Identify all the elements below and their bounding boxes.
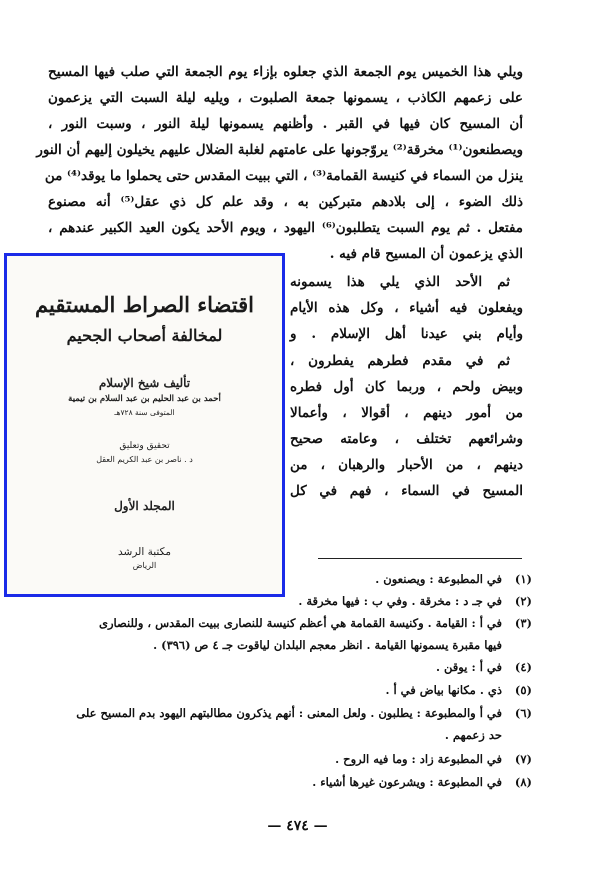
- body-line-11: وأيام بني عيدنا أهل الإسلام . و: [290, 326, 523, 342]
- body-line-3: أن المسيح كان فيها في القبر . وأظنهم يسمونها ليلة النور ، وسبت النور ،: [48, 116, 523, 132]
- body-line-6: ذلك الضوء ، إلى بلادهم متبركين به ، وقد علم كل ذي عقل⁽⁵⁾ أنه مصنوع: [48, 194, 523, 210]
- cover-editor-label: تحقيق وتعليق: [119, 441, 170, 451]
- body-line-8: الذي يزعمون أن المسيح قام فيه .: [329, 246, 523, 262]
- cover-volume: المجلد الأول: [114, 499, 175, 513]
- body-line-1: ويلي هذا الخميس يوم الجمعة الذي جعلوه بإزاء يوم الجمعة التي صلب فيها المسيح: [48, 64, 523, 80]
- body-line-10: ويفعلون فيه أشياء ، وكل هذه الأيام: [290, 300, 523, 316]
- footnote-6-continued: [445, 726, 502, 744]
- footnote-3-continued: [153, 636, 502, 654]
- footnote-number: (٨): [514, 775, 532, 789]
- footnote-separator: [318, 558, 522, 559]
- page-number: — ٤٧٤ —: [267, 818, 328, 834]
- body-line-2: على زعمهم الكاذب ، يسمونها جمعة الصلبوت ، ويليه ليلة السبت التي يزعمون: [48, 90, 523, 106]
- footnote-7: [335, 750, 532, 768]
- footnote-number: (٢): [514, 594, 532, 608]
- footnote-number: (١): [514, 572, 532, 586]
- footnote-2: [298, 592, 532, 610]
- footnote-number: (٦): [514, 706, 532, 720]
- footnote-text: في أ والمطبوعة : يطلبون . ولعل المعنى : أنهم يذكرون مطالبتهم اليهود بدم المسيح على: [76, 706, 502, 720]
- footnote-text: ذي . مكانها بياض في أ .: [385, 683, 502, 697]
- footnote-4: [436, 658, 532, 676]
- cover-subtitle: لمخالفة أصحاب الجحيم: [66, 326, 223, 345]
- footnote-number: (٥): [514, 683, 532, 697]
- footnote-number: (٧): [514, 752, 532, 766]
- body-line-9: ثم الأحد الذي يلي هذا يسمونه: [290, 274, 510, 290]
- footnote-text: في جـ د : مخرقة . وفي ب : فيها مخرقة .: [298, 594, 502, 608]
- body-line-12: ثم في مقدم فطرهم يفطرون ،: [290, 353, 510, 369]
- cover-author-label: تأليف شيخ الإسلام: [98, 376, 191, 390]
- footnote-number: (٤): [514, 660, 532, 674]
- body-line-5: ينزل من السماء في كنيسة القمامة⁽³⁾ ، التي ببيت المقدس حتى يحملوا ما يوقد⁽⁴⁾ من: [44, 168, 523, 184]
- cover-author-death: المتوفى سنة ٧٢٨هـ: [114, 408, 175, 417]
- footnote-text: فيها مقبرة يسمونها القيامة . انظر معجم البلدان لياقوت جـ ٤ ص (٣٩٦) .: [153, 638, 502, 652]
- body-line-13: وبيض ولحم ، وربما كان أول فطره: [290, 379, 523, 395]
- cover-publisher: مكتبة الرشد: [118, 546, 171, 558]
- footnote-number: (٣): [514, 616, 532, 630]
- footnote-text: في أ : يوقن .: [436, 660, 502, 674]
- footnote-text: في المطبوعة : ويصنعون .: [375, 572, 502, 586]
- body-line-14: من أمور دينهم ، أقوالا ، وأعمالا: [290, 405, 523, 421]
- footnote-8: [312, 773, 532, 791]
- body-line-4: ويصطنعون⁽¹⁾ مخرقة⁽²⁾ يروّجونها على عامتهم لغلبة الضلال عليهم يخيلون إليهم أن النور: [36, 142, 523, 158]
- footnote-text: في المطبوعة : ويشرعون غيرها أشياء .: [312, 775, 502, 789]
- cover-author-name: أحمد بن عبد الحليم بن عبد السلام بن تيمية: [68, 394, 221, 404]
- body-line-15: وشرائعهم تختلف ، وعامته صحيح: [290, 431, 523, 447]
- body-line-16: دينهم ، من الأحبار والرهبان ، من: [290, 457, 523, 473]
- footnote-text: في المطبوعة زاد : وما فيه الروح .: [335, 752, 502, 766]
- cover-title: اقتضاء الصراط المستقيم: [35, 292, 254, 317]
- cover-city: الرياض: [132, 561, 157, 570]
- footnote-1: [375, 570, 532, 588]
- footnote-5: [385, 681, 532, 699]
- footnote-6: [76, 704, 532, 722]
- footnote-text: في أ : القيامة . وكنيسة القمامة هي أعظم كنيسة للنصارى ببيت المقدس ، وللنصارى: [99, 616, 502, 630]
- footnote-3: [99, 614, 532, 632]
- book-cover-overlay[interactable]: [4, 253, 285, 597]
- cover-editor-name: د . ناصر بن عبد الكريم العقل: [96, 455, 193, 464]
- footnote-text: حد زعمهم .: [444, 728, 502, 742]
- body-line-17: المسيح في السماء ، فهم في كل: [290, 483, 523, 499]
- body-line-7: مفتعل . ثم يوم السبت يتطلبون⁽⁶⁾ اليهود ، ويوم الأحد يكون العيد الكبير عندهم ،: [48, 220, 524, 236]
